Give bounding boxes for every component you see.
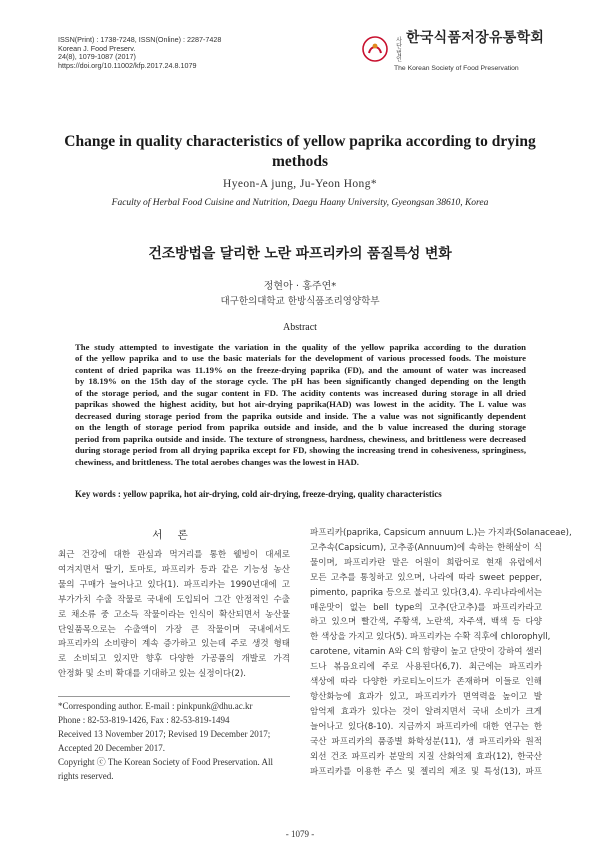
body-line: 여겨지면서 딸기, 토마토, 파프리카 등과 같은 기능성 농산 xyxy=(58,564,290,575)
abstract-line: of the storage period, and the sugar content in FD. The acidity contents was increased during storage in all dried xyxy=(75,387,526,398)
abstract-body xyxy=(75,342,526,468)
body-line: 늘어나고 있다(8-10). 지금까지 파프리카에 대한 연구는 한 xyxy=(310,721,542,732)
abstract-line: during storage period from all drying paprika except for FD, showing the increasing trend in cohesiveness, springiness, xyxy=(75,445,526,456)
volume-pages: 24(8), 1079-1087 (2017) xyxy=(58,52,136,62)
body-line: 안정화 및 소비 확대를 기대하고 있는 실정이다(2). xyxy=(58,669,246,680)
abstract-line: decreased during storage period from the paprika outside and inside. The a value was not significantly dependent xyxy=(75,410,526,421)
footnote-line: Copyright ⓒ The Korean Society of Food Preservation. All xyxy=(58,757,274,767)
body-line: 한 색상을 가지고 있다(5). 파프리카는 수확 직후에 chlorophyll, xyxy=(310,632,551,643)
society-logo xyxy=(362,28,545,72)
footnote-line: Received 13 November 2017; Revised 19 December 2017; xyxy=(58,729,271,739)
section-heading-introduction: 서 론 xyxy=(152,529,194,541)
body-line: 파프리카의 소비량이 계속 증가하고 있는데 주로 생것 형태 xyxy=(58,639,290,650)
footnote-line: Accepted 20 December 2017. xyxy=(58,743,165,753)
society-english-name: The Korean Society of Food Preservation xyxy=(394,64,519,72)
journal-meta xyxy=(58,36,221,70)
paper-title: Change in quality characteristics of yellow paprika according to drying methods xyxy=(64,133,536,170)
keywords: Key words : yellow paprika, hot air-drying, cold air-drying, freeze-drying, quality characteristics xyxy=(75,489,442,499)
abstract-heading: Abstract xyxy=(283,322,317,333)
abstract-line: by 18.19% on the 15th day of the storage cycle. The pH has been significantly changed depending on the length xyxy=(75,376,526,387)
paper-authors: Hyeon-A jung, Ju-Yeon Hong* xyxy=(222,178,378,190)
abstract-line: content of dried paprika was 11.19% on the freeze-drying paprika (FD), and the amount of water was increased xyxy=(75,364,526,375)
korean-affiliation: 대구한의대학교 한방식품조리영양학부 xyxy=(220,296,380,307)
body-line: 하고 있으며 빨간색, 주황색, 노란색, 자주색, 백색 등 다양 xyxy=(310,617,542,628)
footnote-line: *Corresponding author. E-mail : pinkpunk@dhu.ac.kr xyxy=(58,701,253,711)
body-line: 로 채소류 중 고소득 작물이라는 인식이 확산되면서 농산물 xyxy=(58,609,290,620)
abstract-line: chewiness, and brittleness. The total aerobes changes was the lowest in HAD. xyxy=(75,456,359,467)
journal-name: Korean J. Food Preserv. xyxy=(58,43,136,53)
body-line: 색상에 따라 다양한 카로티노이드가 존재하며 이들로 인해 xyxy=(310,677,542,688)
doi-link[interactable]: https://doi.org/10.11002/kfp.2017.24.8.1079 xyxy=(58,60,197,70)
abstract-line: period from paprika outside and inside. The texture of strongness, hardness, chewiness, and brittleness were decreased xyxy=(75,433,526,444)
body-line: 물이며, 파프리카란 말은 어원이 희랍어로 현재 유럽에서 xyxy=(310,557,542,568)
body-line: 파프리카(paprika, Capsicum annuum L.)는 가지과(Solanaceae), xyxy=(310,528,572,538)
body-line: 고추속(Capsicum), 고추종(Annuum)에 속하는 한해살이 식 xyxy=(310,542,542,553)
page-number: - 1079 - xyxy=(285,829,315,839)
society-korean-name: 한국식품저장유통학회 xyxy=(406,28,545,45)
body-line: 매운맛이 없는 bell type의 고추(단고추)를 파프리카라고 xyxy=(310,602,542,613)
body-line: 로 소비되고 있지만 향후 다양한 가공품의 개발로 가격 xyxy=(58,654,290,665)
body-line: 부가가치 수출 작물로 국내에 도입되어 그간 안정적인 수출 xyxy=(58,594,290,605)
korean-authors: 정현아 · 홍주연* xyxy=(263,281,337,292)
body-line: 드나 볶음요리에 주로 사용된다(6,7). 최근에는 파프리카 xyxy=(310,662,542,673)
footnote-line: rights reserved. xyxy=(58,771,114,781)
body-line: carotene, vitamin A와 C의 함량이 높고 단맛이 강하여 샐러 xyxy=(310,647,542,658)
society-emblem-icon xyxy=(362,36,388,62)
body-line: pimento, paprika 등으로 불리고 있다(3,4). 우리나라에서는 xyxy=(310,587,542,598)
footnote-divider xyxy=(58,696,290,697)
body-line: 항산화능에 효과가 있고, 파프리카가 면역력을 높이고 발 xyxy=(310,691,542,702)
footnote-line: Phone : 82-53-819-1426, Fax : 82-53-819-1494 xyxy=(58,715,230,725)
body-line: 국산 파프리카의 품종별 화학성분(11), 생 파프리카와 원적 xyxy=(310,736,542,747)
issn-line: ISSN(Print) : 1738-7248, ISSN(Online) : 2287-7428 xyxy=(58,35,222,44)
korean-title: 건조방법을 달리한 노란 파프리카의 품질특성 변화 xyxy=(148,246,452,262)
abstract-line: paprikas showed the highest acidity, but hot air-drying paprika(HAD) was lowest in the acidity. The L value was xyxy=(75,399,526,410)
abstract-line: The study attempted to investigate the variation in the quality of the yellow paprika according to the duration xyxy=(75,342,526,352)
right-column-text xyxy=(310,526,572,779)
body-line: 모든 고추를 통칭하고 있으며, 나라에 따라 sweet pepper, xyxy=(310,572,542,583)
abstract-line: on the length of storage period from paprika outside and inside, and the b value increased the during storage xyxy=(75,422,526,433)
abstract-line: of the yellow paprika and to use the basic materials for the development of various processed foods. The moisture xyxy=(75,353,526,364)
body-line: 최근 건강에 대한 관심과 먹거리를 통한 웰빙이 대세로 xyxy=(58,550,290,560)
left-column-text xyxy=(58,548,290,682)
footnote xyxy=(58,699,298,783)
society-badge: 사단법인 xyxy=(396,37,402,63)
body-line: 파프리카를 이용한 주스 및 젤리의 제조 및 특성(13), 파프 xyxy=(310,766,542,777)
paper-affiliation: Faculty of Herbal Food Cuisine and Nutrition, Daegu Haany University, Gyeongsan 38610, Korea xyxy=(111,198,489,208)
body-line: 외선 건조 파프리카 분말의 지질 산화억제 효과(12), 한국산 xyxy=(310,751,542,762)
body-line: 단일품목으로는 수출액이 가장 큰 작물이며 국내에서도 xyxy=(58,624,290,635)
body-line: 암억제 효과가 있다는 것이 알려지면서 국내 소비가 크게 xyxy=(310,706,542,717)
body-line: 물의 구매가 늘어나고 있다(1). 파프리카는 1990년대에 고 xyxy=(58,579,290,590)
